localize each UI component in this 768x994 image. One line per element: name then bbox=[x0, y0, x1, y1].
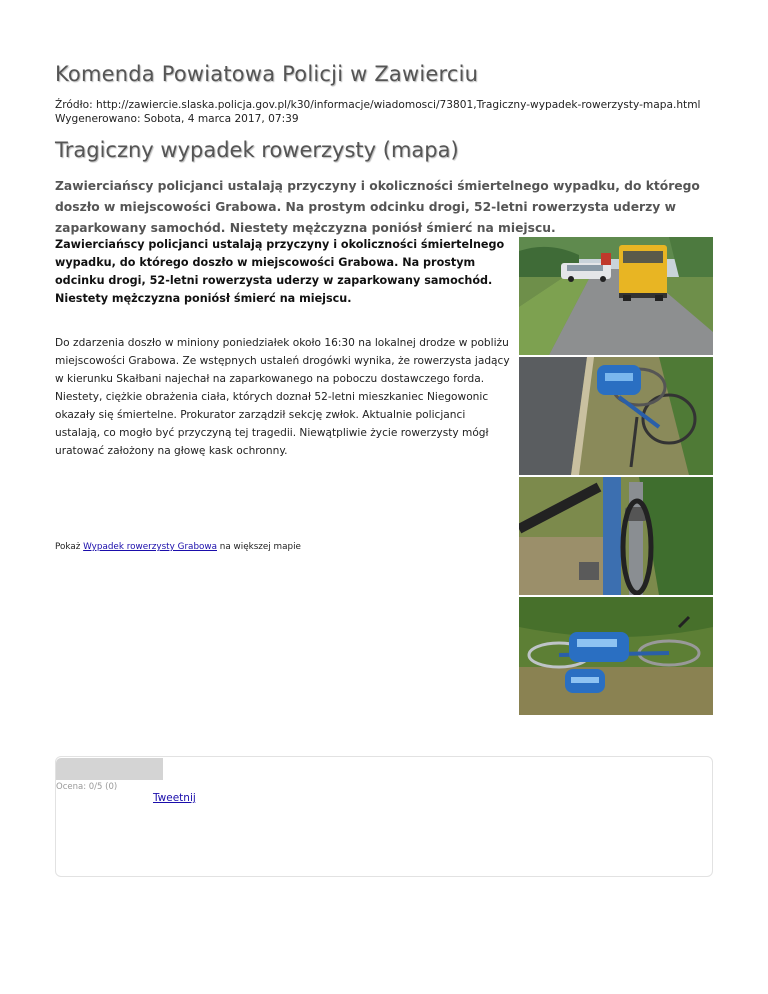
map-link-prefix: Pokaż bbox=[55, 542, 81, 552]
article-title: Tragiczny wypadek rowerzysty (mapa) bbox=[55, 138, 459, 162]
article-intro: Zawierciańscy policjanci ustalają przyczyny i okoliczności śmiertelnego wypadku, do którego doszło w miejscowości Grabowa. Na prostym odcinku drogi, 52-letni rowerzysta uderzy w zaparkowany samochód. Niestety mężczyzna poniósł śmierć na miejscu. bbox=[55, 238, 505, 305]
photo-bicycle-roadside bbox=[519, 357, 713, 475]
photo-bicycle-grass bbox=[519, 597, 713, 715]
source-url: Źródło: http://zawiercie.slaska.policja.gov.pl/k30/informacje/wiadomosci/73801,Tragiczny-wypadek-rowerzysty-mapa.html bbox=[55, 99, 701, 111]
tweet-button[interactable]: Tweetnij bbox=[153, 792, 196, 804]
article-lead: Zawierciańscy policjanci ustalają przyczyny i okoliczności śmiertelnego wypadku, do którego doszło w miejscowości Grabowa. Na prostym odcinku drogi, 52-letni rowerzysta uderzy w zaparkowany samochód. Niestety mężczyzna poniósł śmierć na miejscu. bbox=[55, 179, 700, 235]
document-meta bbox=[55, 98, 700, 126]
map-link-suffix: na większej mapie bbox=[219, 542, 301, 552]
photo-road-van bbox=[519, 237, 713, 355]
article-body: Do zdarzenia doszło w miniony poniedziałek około 16:30 na lokalnej drodze w pobliżu miejscowości Grabowa. Ze wstępnych ustaleń drogówki wynika, że rowerzysta jadący w kierunku Skałbani najechał na zaparkowanego na poboczu dostawczego forda. Niestety, ciężkie obrażenia ciała, których doznał 52-letni mieszkaniec Niegowonic okazały się śmiertelne. Prokurator zarządził sekcję zwłok. Aktualnie policjanci ustalają, co mogło być przyczyną tej tragedii. Niewątpliwie życie rowerzysty mógł uratować założony na głowę kask ochronny. bbox=[55, 337, 510, 457]
rating-text: Ocena: 0/5 (0) bbox=[56, 782, 118, 792]
site-title: Komenda Powiatowa Policji w Zawierciu bbox=[55, 62, 479, 86]
map-link-line bbox=[55, 542, 301, 552]
rating-box bbox=[55, 756, 713, 877]
generated-date: Wygenerowano: Sobota, 4 marca 2017, 07:39 bbox=[55, 113, 299, 125]
map-link[interactable]: Wypadek rowerzysty Grabowa bbox=[83, 542, 217, 552]
photo-bicycle-fork bbox=[519, 477, 713, 595]
rating-stars[interactable] bbox=[56, 758, 163, 780]
